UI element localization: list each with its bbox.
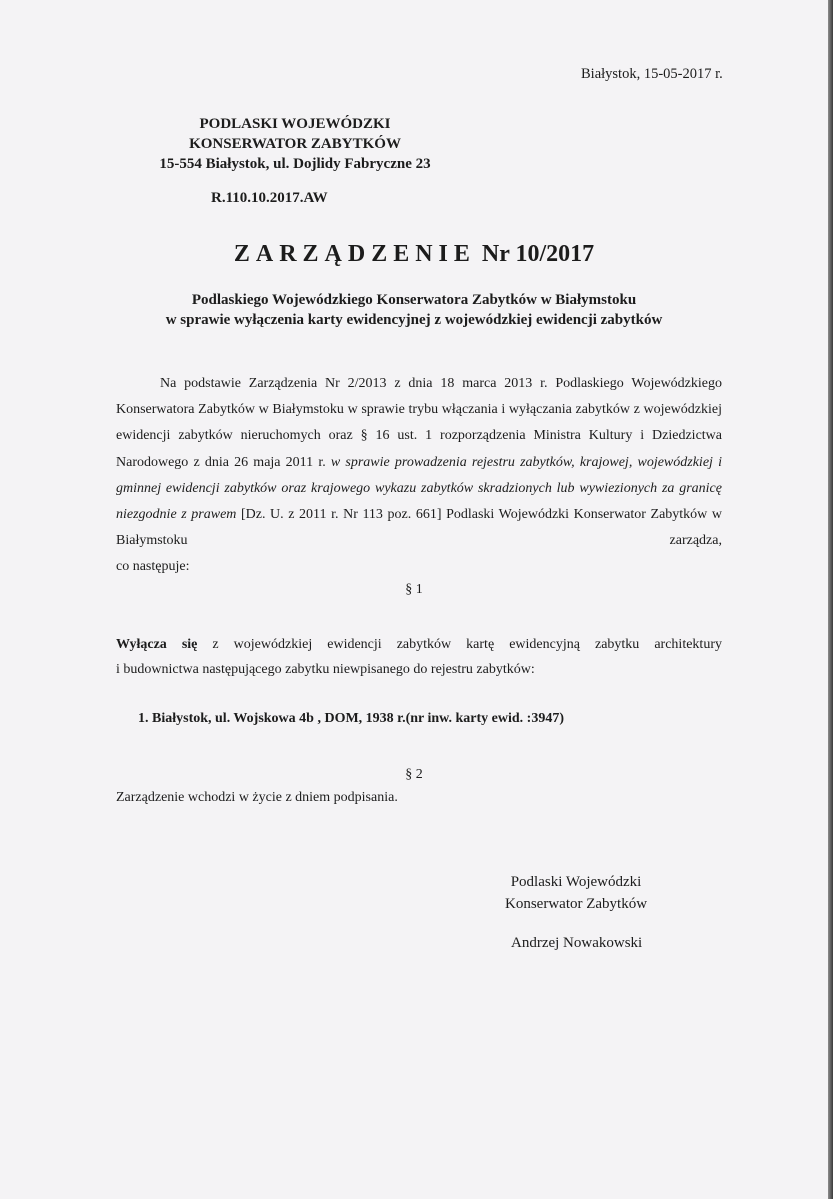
excluded-monument-item: 1. Białystok, ul. Wojskowa 4b , DOM, 1938 r.(nr inw. karty ewid. :3947) [138, 711, 565, 726]
reference-number: R.110.10.2017.AW [211, 190, 328, 206]
section-2-text: Zarządzenie wchodzi w życie z dniem podpisania. [116, 790, 398, 805]
scan-edge [828, 0, 833, 1199]
section-1-text [116, 632, 722, 682]
preamble-ending: co następuje: [116, 559, 190, 575]
signature-title-1: Podlaski Wojewódzki [510, 874, 642, 890]
title-word: ZARZĄDZENIE [233, 241, 476, 267]
issuing-authority [120, 114, 470, 174]
section-1-text-2: i budownictwa następującego zabytku niewpisanego do rejestru zabytków: [116, 662, 535, 677]
section-1-heading: § 1 [405, 582, 423, 597]
preamble-text-2: [Dz. U. z 2011 r. Nr 113 poz. 661] Podlaski Wojewódzki Konserwator Zabytków w Białymstoku zarządza, [116, 507, 722, 549]
preamble-paragraph [116, 371, 722, 554]
title-number: Nr 10/2017 [481, 241, 595, 267]
signatory-name: Andrzej Nowakowski [511, 935, 643, 951]
preamble [116, 371, 722, 581]
document-title [0, 241, 828, 268]
subtitle-line-1: Podlaskiego Wojewódzkiego Konserwatora Zabytków w Białymstoku [191, 292, 637, 308]
section-2-heading: § 2 [405, 767, 423, 782]
document-subtitle [0, 290, 828, 330]
authority-line-1: PODLASKI WOJEWÓDZKI [199, 116, 391, 132]
section-1-line [116, 632, 722, 657]
subtitle-line-2: w sprawie wyłączenia karty ewidencyjnej z wojewódzkiej ewidencji zabytków [165, 312, 663, 328]
section-1-text-1: z wojewódzkiej ewidencji zabytków kartę ewidencyjną zabytku architektury [197, 637, 722, 652]
signature-block [505, 871, 647, 915]
authority-address: 15-554 Białystok, ul. Dojlidy Fabryczne 23 [159, 156, 431, 172]
regulation-title: w sprawie prowadzenia rejestru zabytków, krajowej, wojewódzkiej i gminnej ewidencji zabytków oraz krajowego wykazu zabytków skradzionych lub wywiezionych za granicę niezgodnie z prawem [116, 454, 722, 523]
signature-title-2: Konserwator Zabytków [505, 896, 648, 912]
authority-line-2: KONSERWATOR ZABYTKÓW [189, 136, 401, 152]
document-date: Białystok, 15-05-2017 r. [581, 66, 723, 82]
preamble-text-1: Na podstawie Zarządzenia Nr 2/2013 z dnia 18 marca 2013 r. Podlaskiego Wojewódzkiego Konserwatora Zabytków w Białymstoku w sprawie trybu włączania i wyłączania zabytków z wojewódzkiej ewidencji zabytków nieruchomych oraz § 16 ust. 1 rozporządzenia Ministra Kultury i Dziedzictwa Narodowego z dnia 26 maja 2011 r. [116, 376, 722, 470]
section-1-lead: Wyłącza się [116, 637, 198, 652]
